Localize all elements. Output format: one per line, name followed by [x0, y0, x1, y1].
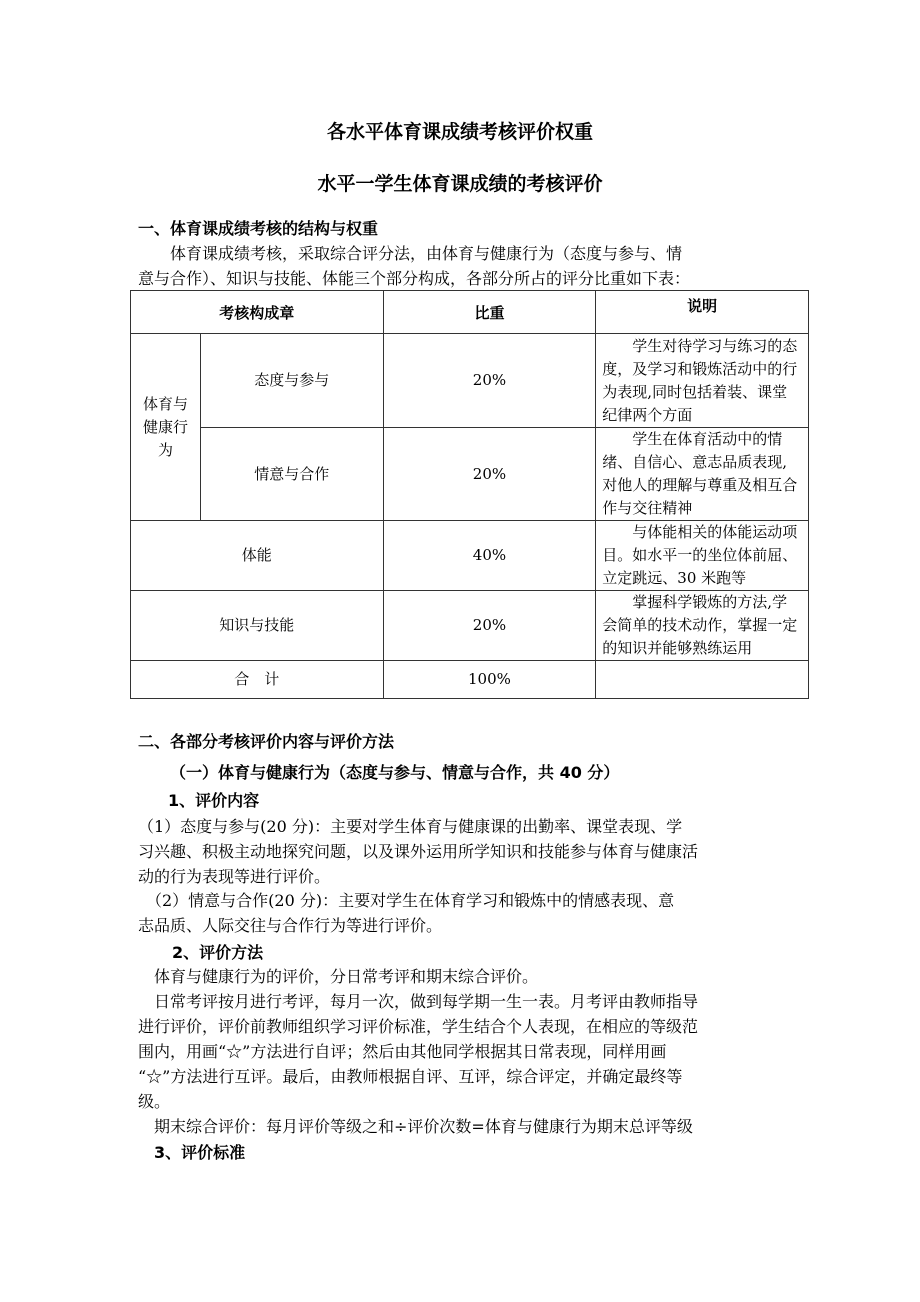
weight-cell: 20% — [383, 591, 596, 661]
subsection-heading: 3、评价标准 — [154, 1143, 246, 1162]
paragraph-line: 日常考评按月进行考评，每月一次，做到每学期一生一表。月考评由教师指导 — [138, 992, 699, 1011]
paragraph-line: 级。 — [138, 1092, 171, 1111]
document-subtitle: 水平一学生体育课成绩的考核评价 — [317, 173, 603, 195]
paragraph-line: 体育与健康行为的评价，分日常考评和期末综合评价。 — [138, 967, 539, 986]
header-cell: 考核构成章 — [131, 291, 384, 334]
item-cell: 情意与合作 — [200, 428, 383, 521]
subsection-heading: 2、评价方法 — [172, 943, 264, 962]
paragraph-line: （1）态度与参与(20 分)：主要对学生体育与健康课的出勤率、课堂表现、学 — [138, 817, 683, 836]
group-cell: 体育与健康行为 — [131, 334, 201, 521]
weight-cell: 20% — [383, 334, 596, 428]
weight-cell: 40% — [383, 521, 596, 591]
header-cell: 比重 — [383, 291, 596, 334]
paragraph-line: 体育课成绩考核，采取综合评分法，由体育与健康行为（态度与参与、情 — [138, 244, 683, 263]
paragraph-line: 动的行为表现等进行评价。 — [138, 867, 331, 886]
section-heading: 一、体育课成绩考核的结构与权重 — [138, 219, 379, 238]
weight-table — [130, 290, 809, 699]
header-cell: 说明 — [596, 291, 809, 334]
desc-cell: 学生在体育活动中的情绪、自信心、意志品质表现,对他人的理解与尊重及相互合作与交往精神 — [596, 428, 809, 521]
empty-cell — [596, 661, 809, 699]
paragraph-line: 意与合作）、知识与技能、体能三个部分构成，各部分所占的评分比重如下表： — [138, 269, 691, 288]
item-cell: 态度与参与 — [200, 334, 383, 428]
subsection-heading: （一）体育与健康行为（态度与参与、情意与合作，共 40 分） — [170, 763, 620, 782]
total-label: 合 计 — [131, 661, 384, 699]
paragraph-line: 期末综合评价：每月评价等级之和÷评价次数=体育与健康行为期末总评等级 — [138, 1117, 693, 1136]
paragraph-line: （2）情意与合作(20 分)：主要对学生在体育学习和锻炼中的情感表现、意 — [138, 891, 675, 910]
section-heading: 二、各部分考核评价内容与评价方法 — [138, 732, 395, 751]
subsection-heading: 1、评价内容 — [168, 791, 260, 810]
desc-cell: 掌握科学锻炼的方法,学会简单的技术动作，掌握一定的知识并能够熟练运用 — [596, 591, 809, 661]
item-cell: 知识与技能 — [131, 591, 384, 661]
paragraph-line: “☆”方法进行互评。最后，由教师根据自评、互评，综合评定，并确定最终等 — [138, 1067, 683, 1086]
desc-cell: 学生对待学习与练习的态度，及学习和锻炼活动中的行为表现,同时包括着装、课堂纪律两个方面 — [596, 334, 809, 428]
paragraph-line: 志品质、人际交往与合作行为等进行评价。 — [138, 916, 443, 935]
item-cell: 体能 — [131, 521, 384, 591]
desc-cell: 与体能相关的体能运动项目。如水平一的坐位体前屈、立定跳远、30 米跑等 — [596, 521, 809, 591]
paragraph-line: 围内，用画“☆”方法进行自评；然后由其他同学根据其日常表现，同样用画 — [138, 1042, 667, 1061]
total-value: 100% — [383, 661, 596, 699]
paragraph-line: 习兴趣、积极主动地探究问题，以及课外运用所学知识和技能参与体育与健康活 — [138, 842, 699, 861]
document-title: 各水平体育课成绩考核评价权重 — [326, 121, 593, 143]
weight-cell: 20% — [383, 428, 596, 521]
paragraph-line: 进行评价，评价前教师组织学习评价标准，学生结合个人表现，在相应的等级范 — [138, 1017, 699, 1036]
